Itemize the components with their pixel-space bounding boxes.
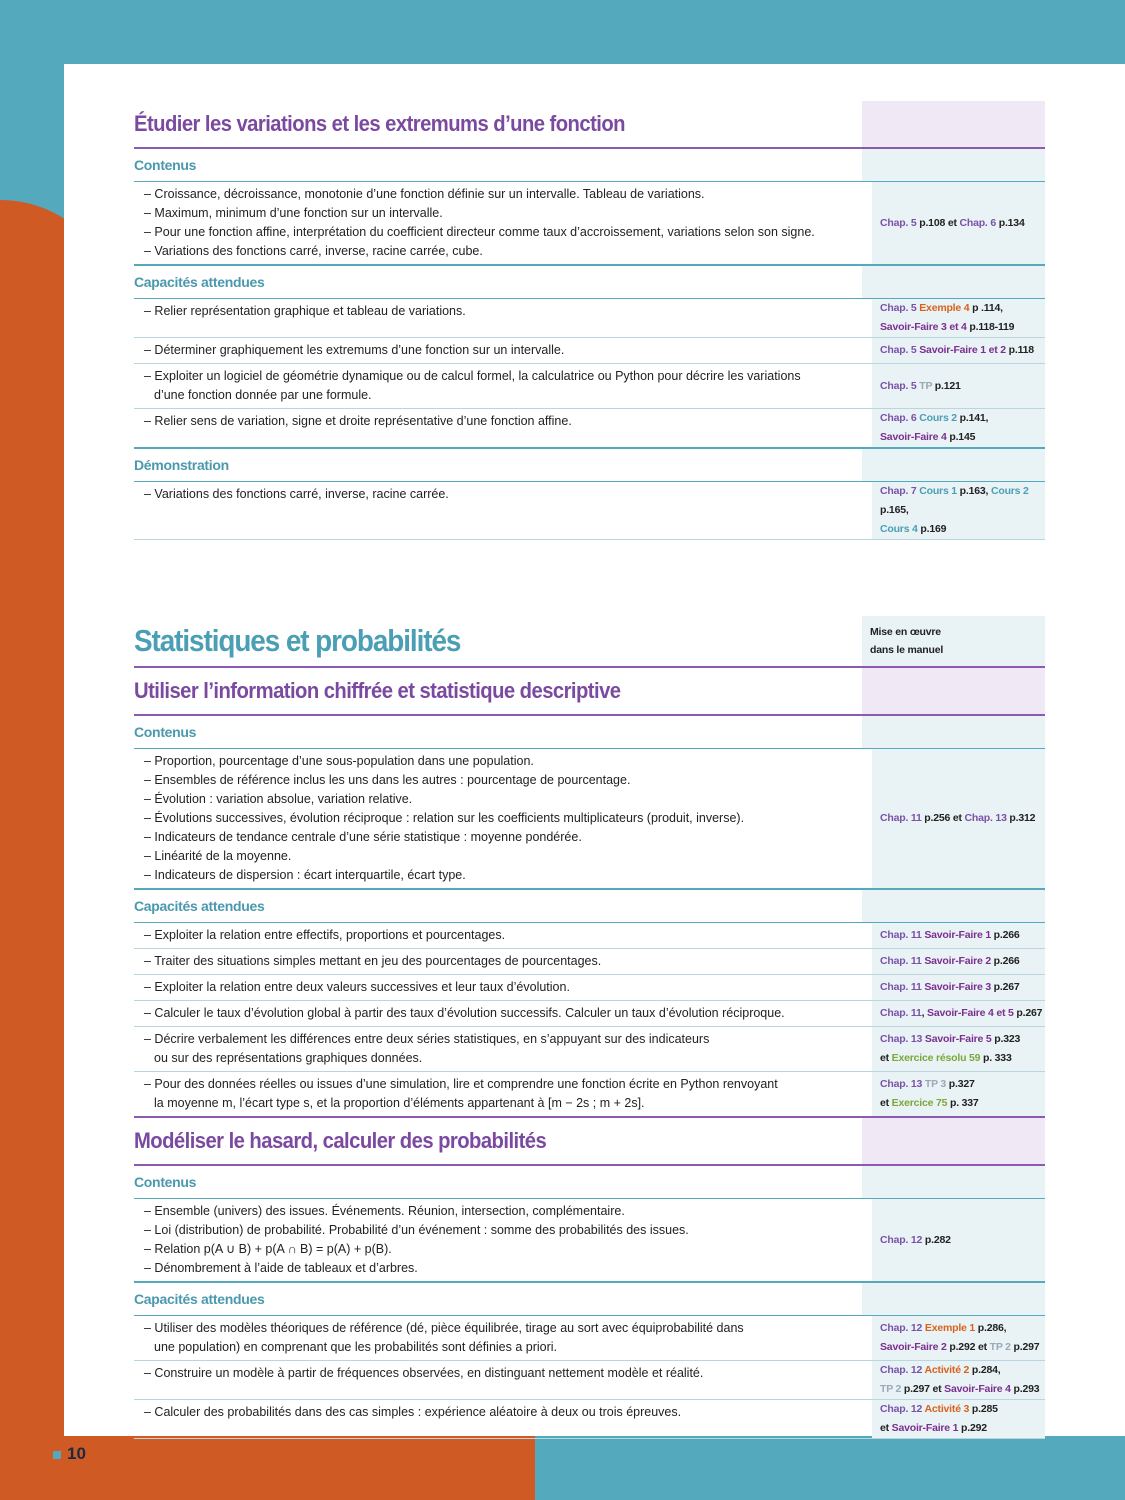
manual-reference: Chap. 13 TP 3 p.327 et Exercice 75 p. 337 <box>872 1072 1045 1116</box>
manual-reference: Chap. 11 Savoir-Faire 3 p.267 <box>872 975 1045 1000</box>
contenus-header: Contenus <box>134 716 1045 749</box>
table-row: – Pour des données réelles ou issues d’une simulation, lire et comprendre une fonction écrite en Python renvoyant la moyenne m, l’écart type s, et la proportion d’éléments appartenant à [m − 2s ; m + 2s]. Chap. 13 TP 3 p.327 et Exercice 75 p. 337 <box>134 1072 1045 1118</box>
section-statistics <box>134 668 1045 1118</box>
chapter-title-row <box>134 616 1045 668</box>
content <box>134 101 1045 1439</box>
manual-reference: Chap. 5 Savoir-Faire 1 et 2 p.118 <box>872 338 1045 363</box>
list-item: – Évolution : variation absolue, variation relative. <box>144 792 413 806</box>
contenus-row <box>134 1199 1045 1283</box>
table-row: – Calculer le taux d’évolution global à partir des taux d’évolution successifs. Calculer un taux d’évolution réciproque. Chap. 11, Savoir-Faire 4 et 5 p.267 <box>134 1001 1045 1027</box>
table-row: – Décrire verbalement les différences entre deux séries statistiques, en s’appuyant sur des indicateurs ou sur des représentations graphiques données. Chap. 13 Savoir-Faire 5 p.323 et Exercice résolu 59 p. 333 <box>134 1027 1045 1072</box>
manual-reference: Chap. 11 p.256 et Chap. 13 p.312 <box>872 749 1045 888</box>
manual-reference: Chap. 12 Activité 2 p.284, TP 2 p.297 et Savoir-Faire 4 p.293 <box>872 1361 1045 1399</box>
manual-column-header: Mise en œuvre dans le manuel <box>862 616 1045 666</box>
decorative-teal-footer <box>535 1436 1125 1500</box>
page <box>64 64 1125 1436</box>
chapter-title: Statistiques et probabilités <box>134 623 461 658</box>
section-title-row <box>134 668 1045 716</box>
manual-reference: Chap. 12 Activité 3 p.285 et Savoir-Faire 1 p.292 <box>872 1400 1045 1438</box>
section-title: Modéliser le hasard, calculer des probabilités <box>134 1128 547 1153</box>
manual-reference: Chap. 12 p.282 <box>872 1199 1045 1281</box>
table-row: – Exploiter la relation entre deux valeurs successives et leur taux d’évolution. Chap. 11 Savoir-Faire 3 p.267 <box>134 975 1045 1001</box>
section-title-row <box>134 1118 1045 1166</box>
contenus-header: Contenus <box>134 1166 1045 1199</box>
list-item: – Proportion, pourcentage d’une sous-population dans une population. <box>144 754 534 768</box>
manual-reference: Chap. 13 Savoir-Faire 5 p.323 et Exercice résolu 59 p. 333 <box>872 1027 1045 1071</box>
page-number: 10 <box>53 1444 86 1464</box>
contenus-row <box>134 749 1045 890</box>
capacites-header: Capacités attendues <box>134 890 1045 923</box>
list-item: – Ensembles de référence inclus les uns dans les autres : pourcentage de pourcentage. <box>144 773 631 787</box>
section-title: Utiliser l’information chiffrée et statistique descriptive <box>134 678 621 703</box>
manual-reference: Chap. 7 Cours 1 p.163, Cours 2 p.165, Cours 4 p.169 <box>872 482 1045 539</box>
list-item: – Indicateurs de dispersion : écart interquartile, écart type. <box>144 868 466 882</box>
table-row: – Relier sens de variation, signe et droite représentative d’une fonction affine. Chap. 6 Cours 2 p.141, Savoir-Faire 4 p.145 <box>134 409 1045 449</box>
list-item: – Ensemble (univers) des issues. Événements. Réunion, intersection, complémentaire. <box>144 1204 625 1218</box>
list-item: – Relation p(A ∪ B) + p(A ∩ B) = p(A) + p(B). <box>144 1242 392 1256</box>
manual-reference: Chap. 11 Savoir-Faire 1 p.266 <box>872 923 1045 948</box>
section-probability <box>134 1118 1045 1439</box>
table-row: – Utiliser des modèles théoriques de référence (dé, pièce équilibrée, tirage au sort avec équiprobabilité dans une population) en comprenant que les probabilités sont définies a priori. Chap. 12 Exemple 1 p.286, Savoir-Faire 2 p.292 et TP 2 p.297 <box>134 1316 1045 1361</box>
section-variations <box>134 101 1045 540</box>
manual-reference: Chap. 5 TP p.121 <box>872 364 1045 408</box>
contenus-header: Contenus <box>134 149 1045 182</box>
manual-reference: Chap. 12 Exemple 1 p.286, Savoir-Faire 2 p.292 et TP 2 p.297 <box>872 1316 1045 1360</box>
table-row: – Déterminer graphiquement les extremums d’une fonction sur un intervalle. Chap. 5 Savoir-Faire 1 et 2 p.118 <box>134 338 1045 364</box>
list-item: – Maximum, minimum d’une fonction sur un intervalle. <box>144 206 443 220</box>
capacites-header: Capacités attendues <box>134 1283 1045 1316</box>
table-row: – Construire un modèle à partir de fréquences observées, en distinguant nettement modèle et réalité. Chap. 12 Activité 2 p.284, TP 2 p.297 et Savoir-Faire 4 p.293 <box>134 1361 1045 1400</box>
square-icon <box>53 1451 61 1459</box>
manual-reference: Chap. 5 p.108 et Chap. 6 p.134 <box>872 182 1045 264</box>
table-row: – Calculer des probabilités dans des cas simples : expérience aléatoire à deux ou trois épreuves. Chap. 12 Activité 3 p.285 et Savoir-Faire 1 p.292 <box>134 1400 1045 1439</box>
table-row: – Traiter des situations simples mettant en jeu des pourcentages de pourcentages. Chap. 11 Savoir-Faire 2 p.266 <box>134 949 1045 975</box>
table-row: – Relier représentation graphique et tableau de variations. Chap. 5 Exemple 4 p .114, Savoir-Faire 3 et 4 p.118-119 <box>134 299 1045 338</box>
list-item: – Indicateurs de tendance centrale d’une série statistique : moyenne pondérée. <box>144 830 582 844</box>
contenus-row <box>134 182 1045 266</box>
table-row: – Variations des fonctions carré, inverse, racine carrée. Chap. 7 Cours 1 p.163, Cours 2 p.165, Cours 4 p.169 <box>134 482 1045 540</box>
manual-reference: Chap. 11 Savoir-Faire 2 p.266 <box>872 949 1045 974</box>
list-item: – Linéarité de la moyenne. <box>144 849 292 863</box>
table-row: – Exploiter la relation entre effectifs, proportions et pourcentages. Chap. 11 Savoir-Faire 1 p.266 <box>134 923 1045 949</box>
manual-reference: Chap. 5 Exemple 4 p .114, Savoir-Faire 3 et 4 p.118-119 <box>872 299 1045 337</box>
manual-reference: Chap. 11, Savoir-Faire 4 et 5 p.267 <box>872 1001 1045 1026</box>
list-item: – Pour une fonction affine, interprétation du coefficient directeur comme taux d’accroissement, variations selon son signe. <box>144 225 815 239</box>
capacites-header: Capacités attendues <box>134 266 1045 299</box>
list-item: – Croissance, décroissance, monotonie d’une fonction définie sur un intervalle. Tableau de variations. <box>144 187 705 201</box>
list-item: – Loi (distribution) de probabilité. Probabilité d’un événement : somme des probabilités des issues. <box>144 1223 689 1237</box>
list-item: – Variations des fonctions carré, inverse, racine carrée, cube. <box>144 244 483 258</box>
section-title: Étudier les variations et les extremums d’une fonction <box>134 111 625 136</box>
list-item: – Évolutions successives, évolution réciproque : relation sur les coefficients multiplicateurs (produit, inverse). <box>144 811 745 825</box>
list-item: – Dénombrement à l’aide de tableaux et d’arbres. <box>144 1261 418 1275</box>
demonstration-header: Démonstration <box>134 449 1045 482</box>
section-title-row <box>134 101 1045 149</box>
table-row: – Exploiter un logiciel de géométrie dynamique ou de calcul formel, la calculatrice ou Python pour décrire les variations d’une fonction donnée par une formule. Chap. 5 TP p.121 <box>134 364 1045 409</box>
manual-reference: Chap. 6 Cours 2 p.141, Savoir-Faire 4 p.145 <box>872 409 1045 447</box>
